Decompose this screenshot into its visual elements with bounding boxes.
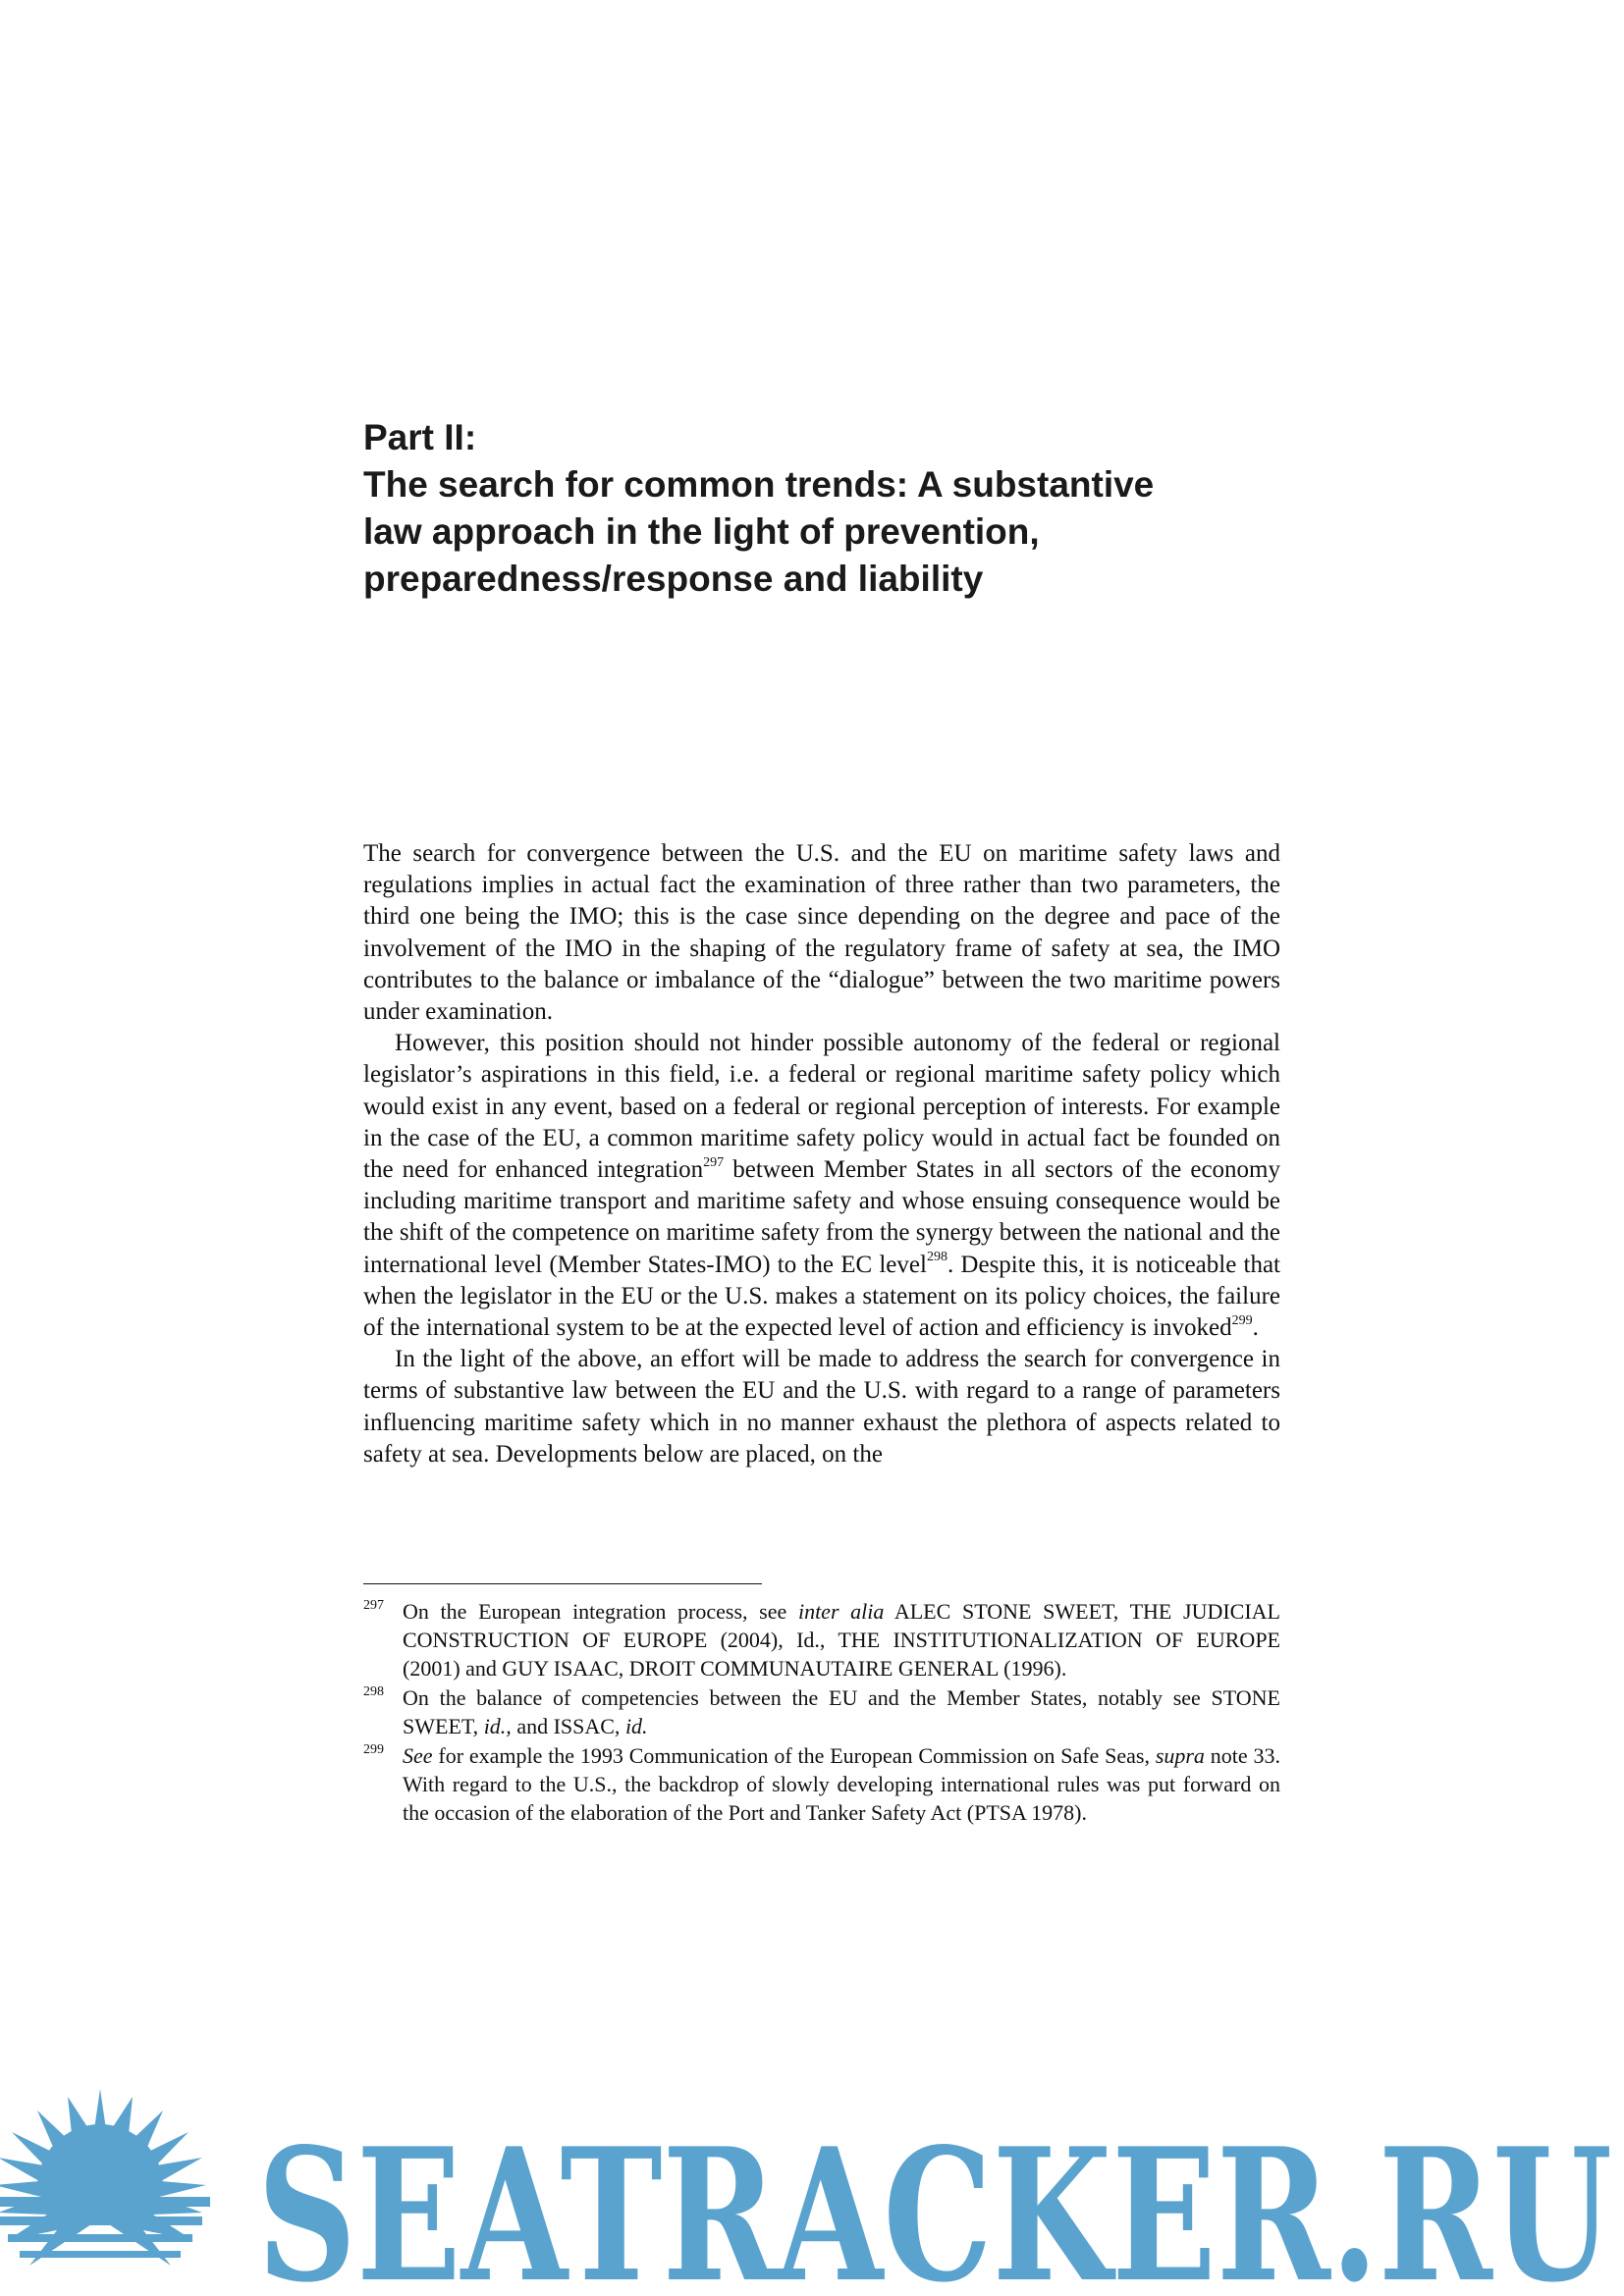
footnote-number: 299 [363,1742,384,1757]
seatracker-watermark [0,2071,1624,2296]
footnote-text: On the European integration process, see [403,1599,798,1624]
footnote-text: note 33. With regard to the U.S., the backdrop of slowly developing international rules was put forward on the occasion of the elaboration of the Port and Tanker Safety Act (PTSA 1978). [403,1743,1280,1825]
footnote-text: ALEC STONE SWEET, THE JUDICIAL CONSTRUCTION OF EUROPE (2004), Id., THE INSTITUTIONALIZATION OF EUROPE (2001) and GUY ISAAC, DROIT COMMUNAUTAIRE GENERAL (1996). [403,1599,1280,1681]
part-heading [363,414,1247,603]
body-text [363,838,1280,1470]
footnote-text: for example the 1993 Communication of the European Commission on Safe Seas, [432,1743,1156,1768]
footnote-ref-297[interactable]: 297 [703,1154,725,1170]
heading-line-2: law approach in the light of prevention, [363,511,1040,552]
heading-line-1: The search for common trends: A substantive [363,464,1155,505]
footnote-298 [363,1683,1280,1740]
paragraph-2-text-a: However, this position should not hinder possible autonomy of the federal or regional legislator’s aspirations in this field, i.e. a federal or regional maritime safety policy which would exist in any event, based on a federal or regional perception of interests. For example in the case of the EU, a common maritime safety policy would in actual fact be founded on the need for enhanced integration [363,1030,1280,1184]
footnote-text: and ISSAC, [511,1714,625,1738]
footnote-ref-299[interactable]: 299 [1231,1312,1253,1328]
paragraph-2 [363,1028,1280,1344]
horizon-bar [0,2216,202,2225]
paragraph-2-text-b: between Member States in all sectors of the economy including maritime transport and maritime safety and whose ensuing consequence would be the shift of the competence on maritime safety from the synergy between the national and the international level (Member States-IMO) to the EC level [363,1156,1281,1278]
footnote-italic: inter alia [797,1599,885,1624]
paragraph-2-text-c: . Despite this, it is noticeable that when the legislator in the EU or the U.S. makes a statement on its policy choices, the failure of the international system to be at the expected level of action and efficiency is invoked [363,1251,1281,1342]
horizon-bar [0,2197,210,2207]
part-label: Part II: [363,417,477,457]
watermark-text: SEATRACKER.RU [257,2108,1612,2296]
paragraph-3: In the light of the above, an effort will be made to address the search for convergence in terms of substantive law between the EU and the U.S. with regard to a range of parameters influencing maritime safety which in no manner exhaust the plethora of aspects related to safety at sea. Developments below are placed, on the [363,1346,1280,1468]
horizon-bar [20,2251,181,2258]
sun-icon [0,2089,210,2266]
footnote-italic: id. [624,1714,648,1738]
footnote-299 [363,1741,1280,1827]
footnote-number: 298 [363,1684,384,1699]
footnote-text: On the balance of competencies between the EU and the Member States, notably see STONE SWEET, [403,1685,1280,1738]
footnote-divider [363,1583,762,1584]
paragraph-1: The search for convergence between the U.S. and the EU on maritime safety laws and regulations implies in actual fact the examination of three rather than two parameters, the third one being the IMO; this is the case since depending on the degree and pace of the involvement of the IMO in the shaping of the regulatory frame of safety at sea, the IMO contributes to the balance or imbalance of the “dialogue” between the two maritime powers under examination. [363,840,1280,1026]
footnote-ref-298[interactable]: 298 [926,1250,947,1265]
footnote-297 [363,1597,1280,1682]
footnote-italic: See [403,1743,433,1768]
paragraph-2-text-d: . [1252,1314,1259,1342]
footnote-italic: id., [483,1714,512,1738]
horizon-bar [8,2234,192,2242]
footnote-number: 297 [363,1598,384,1613]
footnotes [363,1597,1280,1828]
footnote-italic: supra [1155,1743,1205,1768]
heading-line-3: preparedness/response and liability [363,559,984,599]
